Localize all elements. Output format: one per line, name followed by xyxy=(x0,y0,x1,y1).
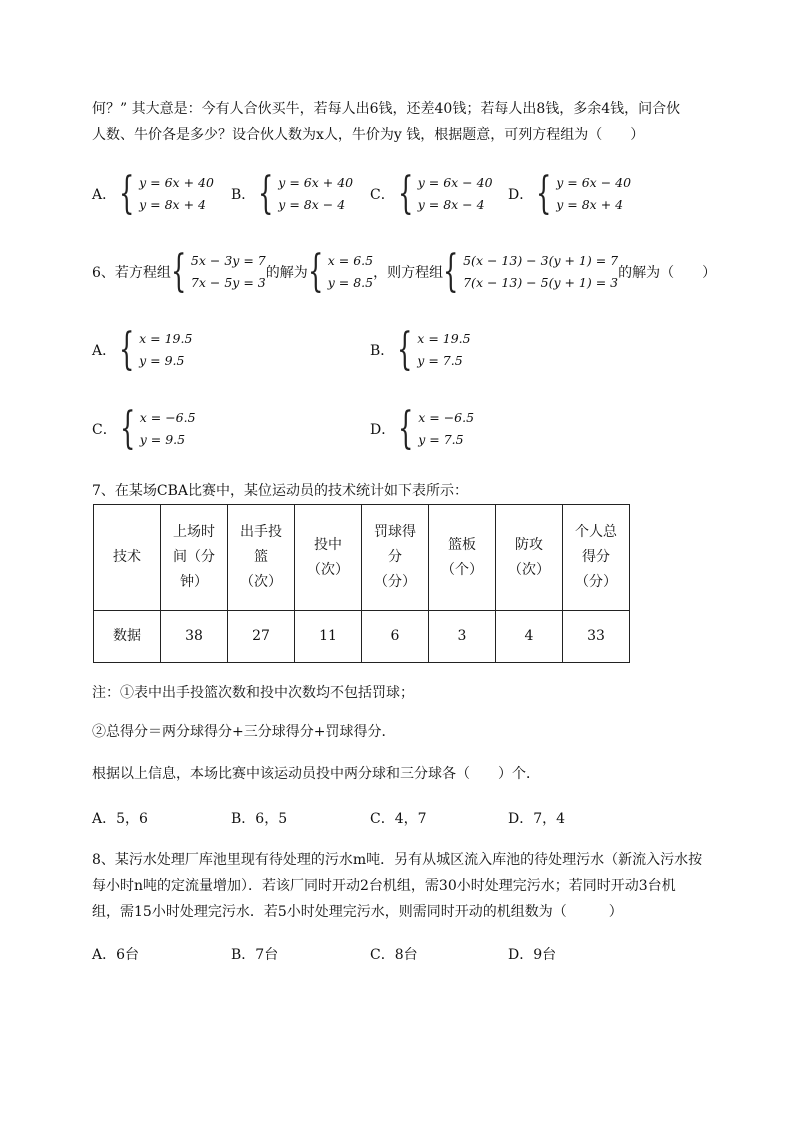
table-header-cell: 个人总 得分 （分） xyxy=(563,505,630,611)
brace-icon: { xyxy=(119,324,135,375)
q8-option-c[interactable]: C．8台 xyxy=(370,947,418,963)
table-cell: 4 xyxy=(496,611,563,663)
q8-stem-line2: 每小时n吨的定流量增加）．若该厂同时开动2台机组，需30小时处理完污水；若同时开动3台机 xyxy=(92,878,676,894)
q7-note1: 注：①表中出手投篮次数和投中次数均不包括罚球； xyxy=(92,685,414,701)
brace-icon: { xyxy=(397,324,413,375)
equation-system: 5x − 3y = 7 7x − 5y = 3 xyxy=(190,253,266,290)
q7-option-a[interactable]: A．5，6 xyxy=(92,811,148,827)
q6-option-d[interactable] xyxy=(370,403,475,454)
table-header-row xyxy=(94,505,630,611)
table-cell: 11 xyxy=(295,611,362,663)
option-label: D． xyxy=(508,187,534,203)
q6-option-c[interactable] xyxy=(92,403,196,454)
table-header-cell: 技术 xyxy=(94,505,161,611)
brace-icon: { xyxy=(536,168,552,219)
table-row xyxy=(94,611,630,663)
brace-icon: { xyxy=(397,168,414,219)
equation-system: x = −6.5 y = 9.5 xyxy=(139,410,196,447)
option-label: D． xyxy=(370,422,396,438)
brace-icon: { xyxy=(443,246,459,297)
equation-system: y = 6x + 40 y = 8x + 4 xyxy=(139,175,214,212)
q7-stem: 7、在某场CBA比赛中，某位运动员的技术统计如下表所示： xyxy=(92,483,469,499)
equation-system: y = 6x + 40 y = 8x − 4 xyxy=(278,175,354,212)
table-header-cell: 上场时 间（分 钟） xyxy=(161,505,228,611)
table-header-cell: 防攻 （次） xyxy=(496,505,563,611)
q6-option-b[interactable] xyxy=(370,324,471,375)
q7-option-b[interactable]: B．6，5 xyxy=(231,811,288,827)
equation-system: x = 19.5 y = 7.5 xyxy=(417,331,471,368)
brace-icon: { xyxy=(258,168,274,219)
q6-suffix: 的解为（ ） xyxy=(618,265,717,281)
q8-option-a[interactable]: A．6台 xyxy=(92,947,140,963)
table-cell: 6 xyxy=(362,611,429,663)
equation-system: y = 6x − 40 y = 8x − 4 xyxy=(417,175,493,212)
equation-system: 5(x − 13) − 3(y + 1) = 7 7(x − 13) − 5(y + 1) = 3 xyxy=(463,253,619,290)
brace-icon: { xyxy=(170,246,187,297)
q5-stem-line2: 人数、牛价各是多少？设合伙人数为x人，牛价为y 钱，根据题意，可列方程组为（ ） xyxy=(92,127,645,143)
brace-icon: { xyxy=(119,168,135,219)
option-label: B． xyxy=(231,187,256,203)
q5-option-c[interactable] xyxy=(370,168,493,219)
q5-option-b[interactable] xyxy=(231,168,354,219)
table-cell: 33 xyxy=(563,611,630,663)
equation-system: x = −6.5 y = 7.5 xyxy=(418,410,475,447)
option-label: A． xyxy=(92,187,117,203)
q5-option-d[interactable] xyxy=(508,168,632,219)
q7-question: 根据以上信息，本场比赛中该运动员投中两分球和三分球各（ ）个． xyxy=(92,766,540,782)
solution-system: x = 6.5 y = 8.5 xyxy=(327,253,374,290)
q6-mid1: 的解为 xyxy=(265,265,308,281)
table-cell: 38 xyxy=(161,611,228,663)
table-header-cell: 出手投 篮 （次） xyxy=(228,505,295,611)
equation-system: x = 19.5 y = 9.5 xyxy=(139,331,193,368)
option-label: A． xyxy=(92,343,117,359)
q6-mid2: ，则方程组 xyxy=(373,265,444,281)
q8-stem-line1: 8、某污水处理厂库池里现有待处理的污水m吨．另有从城区流入库池的待处理污水（新流入污水按 xyxy=(92,852,703,868)
option-label: C． xyxy=(370,187,395,203)
stats-table xyxy=(93,504,630,663)
q5-option-a[interactable] xyxy=(92,168,214,219)
q6-prefix: 6、若方程组 xyxy=(92,265,171,281)
q7-option-d[interactable]: D．7，4 xyxy=(508,811,566,827)
table-header-cell: 罚球得 分 （分） xyxy=(362,505,429,611)
q6-option-a[interactable] xyxy=(92,324,193,375)
q6-stem xyxy=(92,246,717,297)
q8-stem-line3: 组，需15小时处理完污水．若5小时处理完污水，则需同时开动的机组数为（ ） xyxy=(92,904,623,920)
option-label: C． xyxy=(92,422,117,438)
table-cell: 3 xyxy=(429,611,496,663)
q8-option-d[interactable]: D．9台 xyxy=(508,947,557,963)
table-header-cell: 投中 （次） xyxy=(295,505,362,611)
q5-stem-line1: 何？” 其大意是：今有人合伙买牛，若每人出6钱，还差40钱；若每人出8钱，多余4钱，问合伙 xyxy=(92,101,681,117)
table-cell: 数据 xyxy=(94,611,161,663)
table-cell: 27 xyxy=(228,611,295,663)
q7-option-c[interactable]: C．4，7 xyxy=(370,811,427,827)
q7-note2: ②总得分＝两分球得分+三分球得分+罚球得分． xyxy=(92,724,396,740)
q8-option-b[interactable]: B．7台 xyxy=(231,947,279,963)
equation-system: y = 6x − 40 y = 8x + 4 xyxy=(556,175,632,212)
brace-icon: { xyxy=(119,403,136,454)
option-label: B． xyxy=(370,343,395,359)
table-header-cell: 篮板 （个） xyxy=(429,505,496,611)
brace-icon: { xyxy=(398,403,414,454)
brace-icon: { xyxy=(307,246,324,297)
